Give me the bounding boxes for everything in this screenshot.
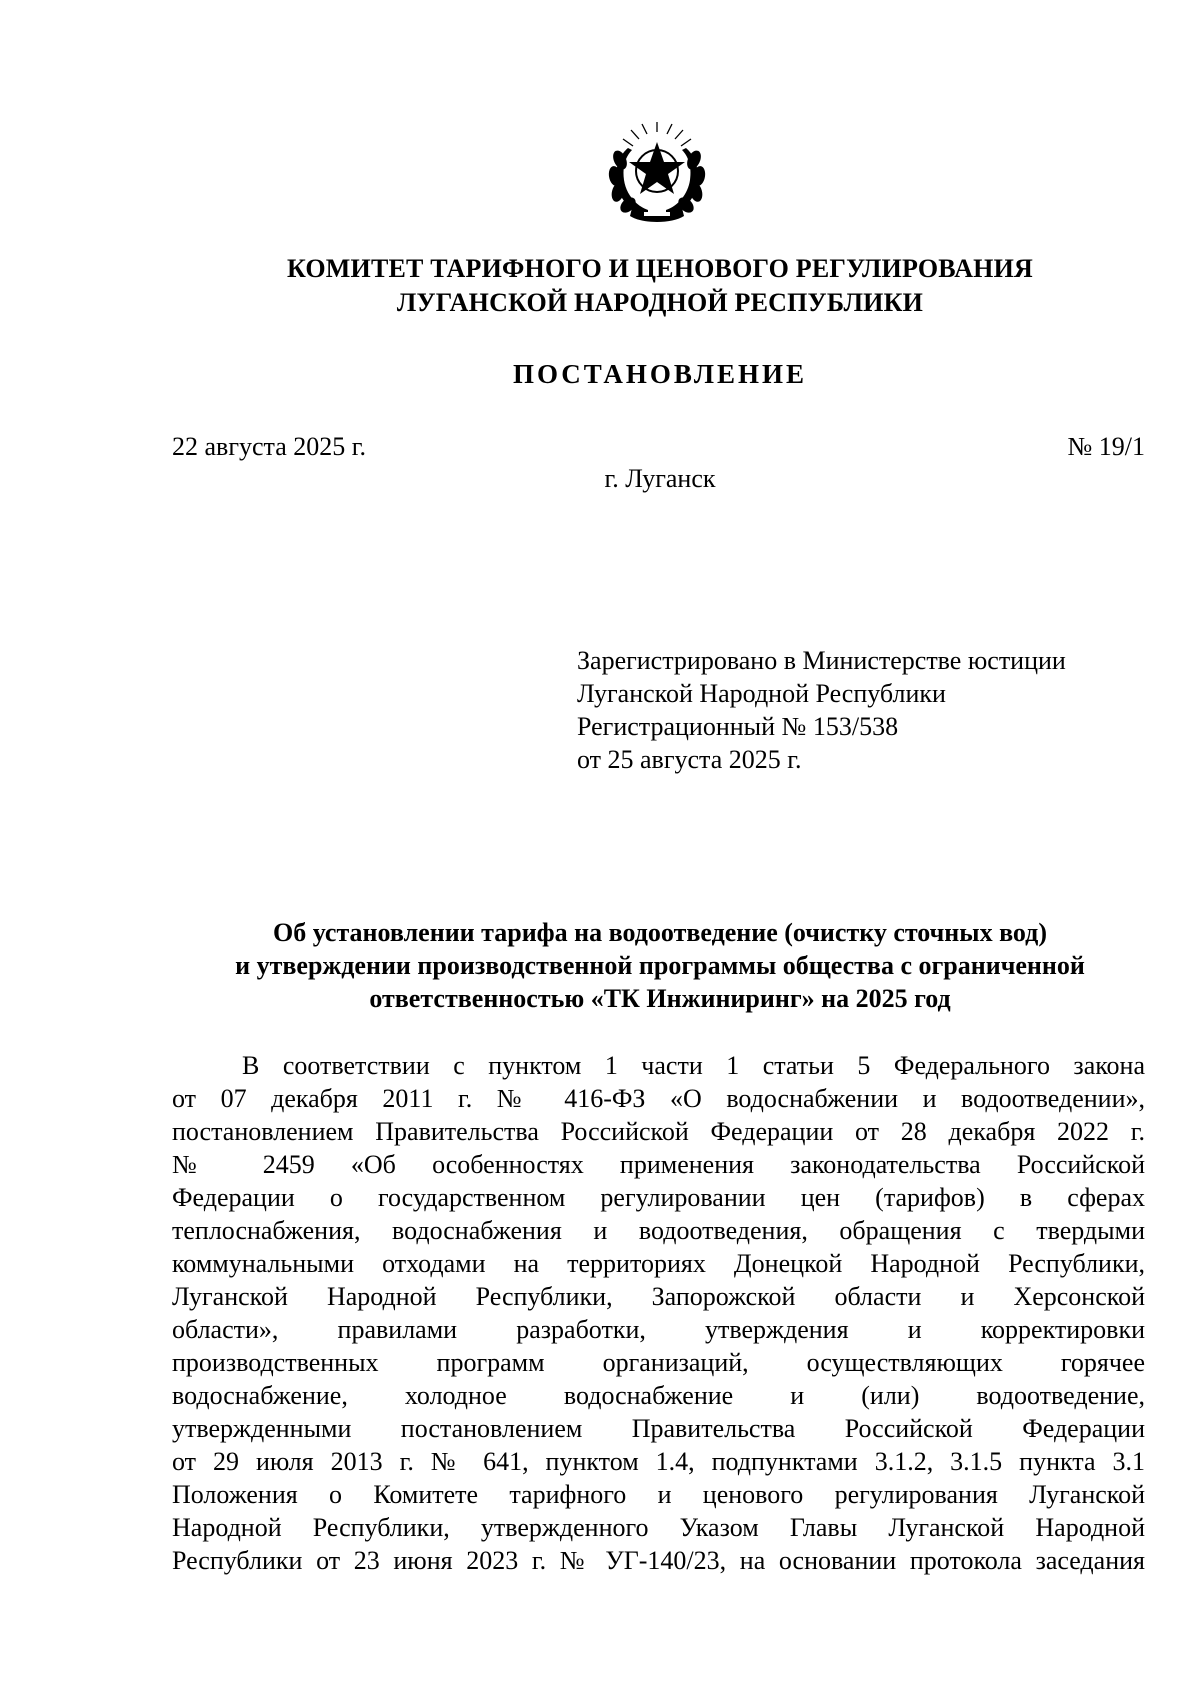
body-line: от 07 декабря 2011 г. № 416-ФЗ «О водоснабжении и водоотведении», — [172, 1084, 1145, 1113]
heading-line: Об установлении тарифа на водоотведение (очистку сточных вод) — [273, 918, 1047, 947]
registration-stamp — [577, 644, 1066, 776]
document-city: г. Луганск — [604, 464, 716, 493]
document-type: ПОСТАНОВЛЕНИЕ — [512, 359, 808, 389]
body-line: водоснабжение, холодное водоснабжение и (или) водоотведение, — [172, 1381, 1145, 1410]
body-paragraph — [172, 1049, 1145, 1577]
body-line: от 29 июля 2013 г. № 641, пунктом 1.4, подпунктами 3.1.2, 3.1.5 пункта 3.1 — [172, 1447, 1145, 1476]
body-line: Положения о Комитете тарифного и ценового регулирования Луганской — [172, 1480, 1145, 1509]
body-line: коммунальными отходами на территориях Донецкой Народной Республики, — [172, 1249, 1145, 1278]
document-date: 22 августа 2025 г. — [172, 432, 366, 461]
registration-line: от 25 августа 2025 г. — [577, 745, 802, 774]
registration-line: Луганской Народной Республики — [577, 679, 946, 708]
body-line: № 2459 «Об особенностях применения законодательства Российской — [172, 1150, 1145, 1179]
coat-of-arms-icon — [598, 118, 716, 226]
body-line: постановлением Правительства Российской Федерации от 28 декабря 2022 г. — [172, 1117, 1145, 1146]
body-line: В соответствии с пунктом 1 части 1 статьи 5 Федерального закона — [242, 1051, 1145, 1080]
heading-line: ответственностью «ТК Инжиниринг» на 2025 год — [369, 984, 951, 1013]
body-line: области», правилами разработки, утверждения и корректировки — [172, 1315, 1145, 1344]
heading-line: и утверждении производственной программы общества с ограниченной — [235, 951, 1085, 980]
document-number: № 19/1 — [1067, 432, 1145, 461]
body-line: производственных программ организаций, осуществляющих горячее — [172, 1348, 1145, 1377]
body-line: утвержденными постановлением Правительства Российской Федерации — [172, 1414, 1145, 1443]
organization-title-line1: КОМИТЕТ ТАРИФНОГО И ЦЕНОВОГО РЕГУЛИРОВАНИЯ — [286, 254, 1034, 283]
registration-line: Регистрационный № 153/538 — [577, 712, 899, 741]
organization-title — [160, 252, 1160, 320]
registration-line: Зарегистрировано в Министерстве юстиции — [577, 646, 1066, 675]
body-line: Луганской Народной Республики, Запорожской области и Херсонской — [172, 1282, 1145, 1311]
body-line: Федерации о государственном регулировании цен (тарифов) в сферах — [172, 1183, 1145, 1212]
organization-title-line2: ЛУГАНСКОЙ НАРОДНОЙ РЕСПУБЛИКИ — [396, 288, 924, 317]
document-heading — [160, 916, 1160, 1015]
body-line: Народной Республики, утвержденного Указом Главы Луганской Народной — [172, 1513, 1145, 1542]
body-line: Республики от 23 июня 2023 г. № УГ-140/23, на основании протокола заседания — [172, 1546, 1145, 1575]
body-line: теплоснабжения, водоснабжения и водоотведения, обращения с твердыми — [172, 1216, 1145, 1245]
